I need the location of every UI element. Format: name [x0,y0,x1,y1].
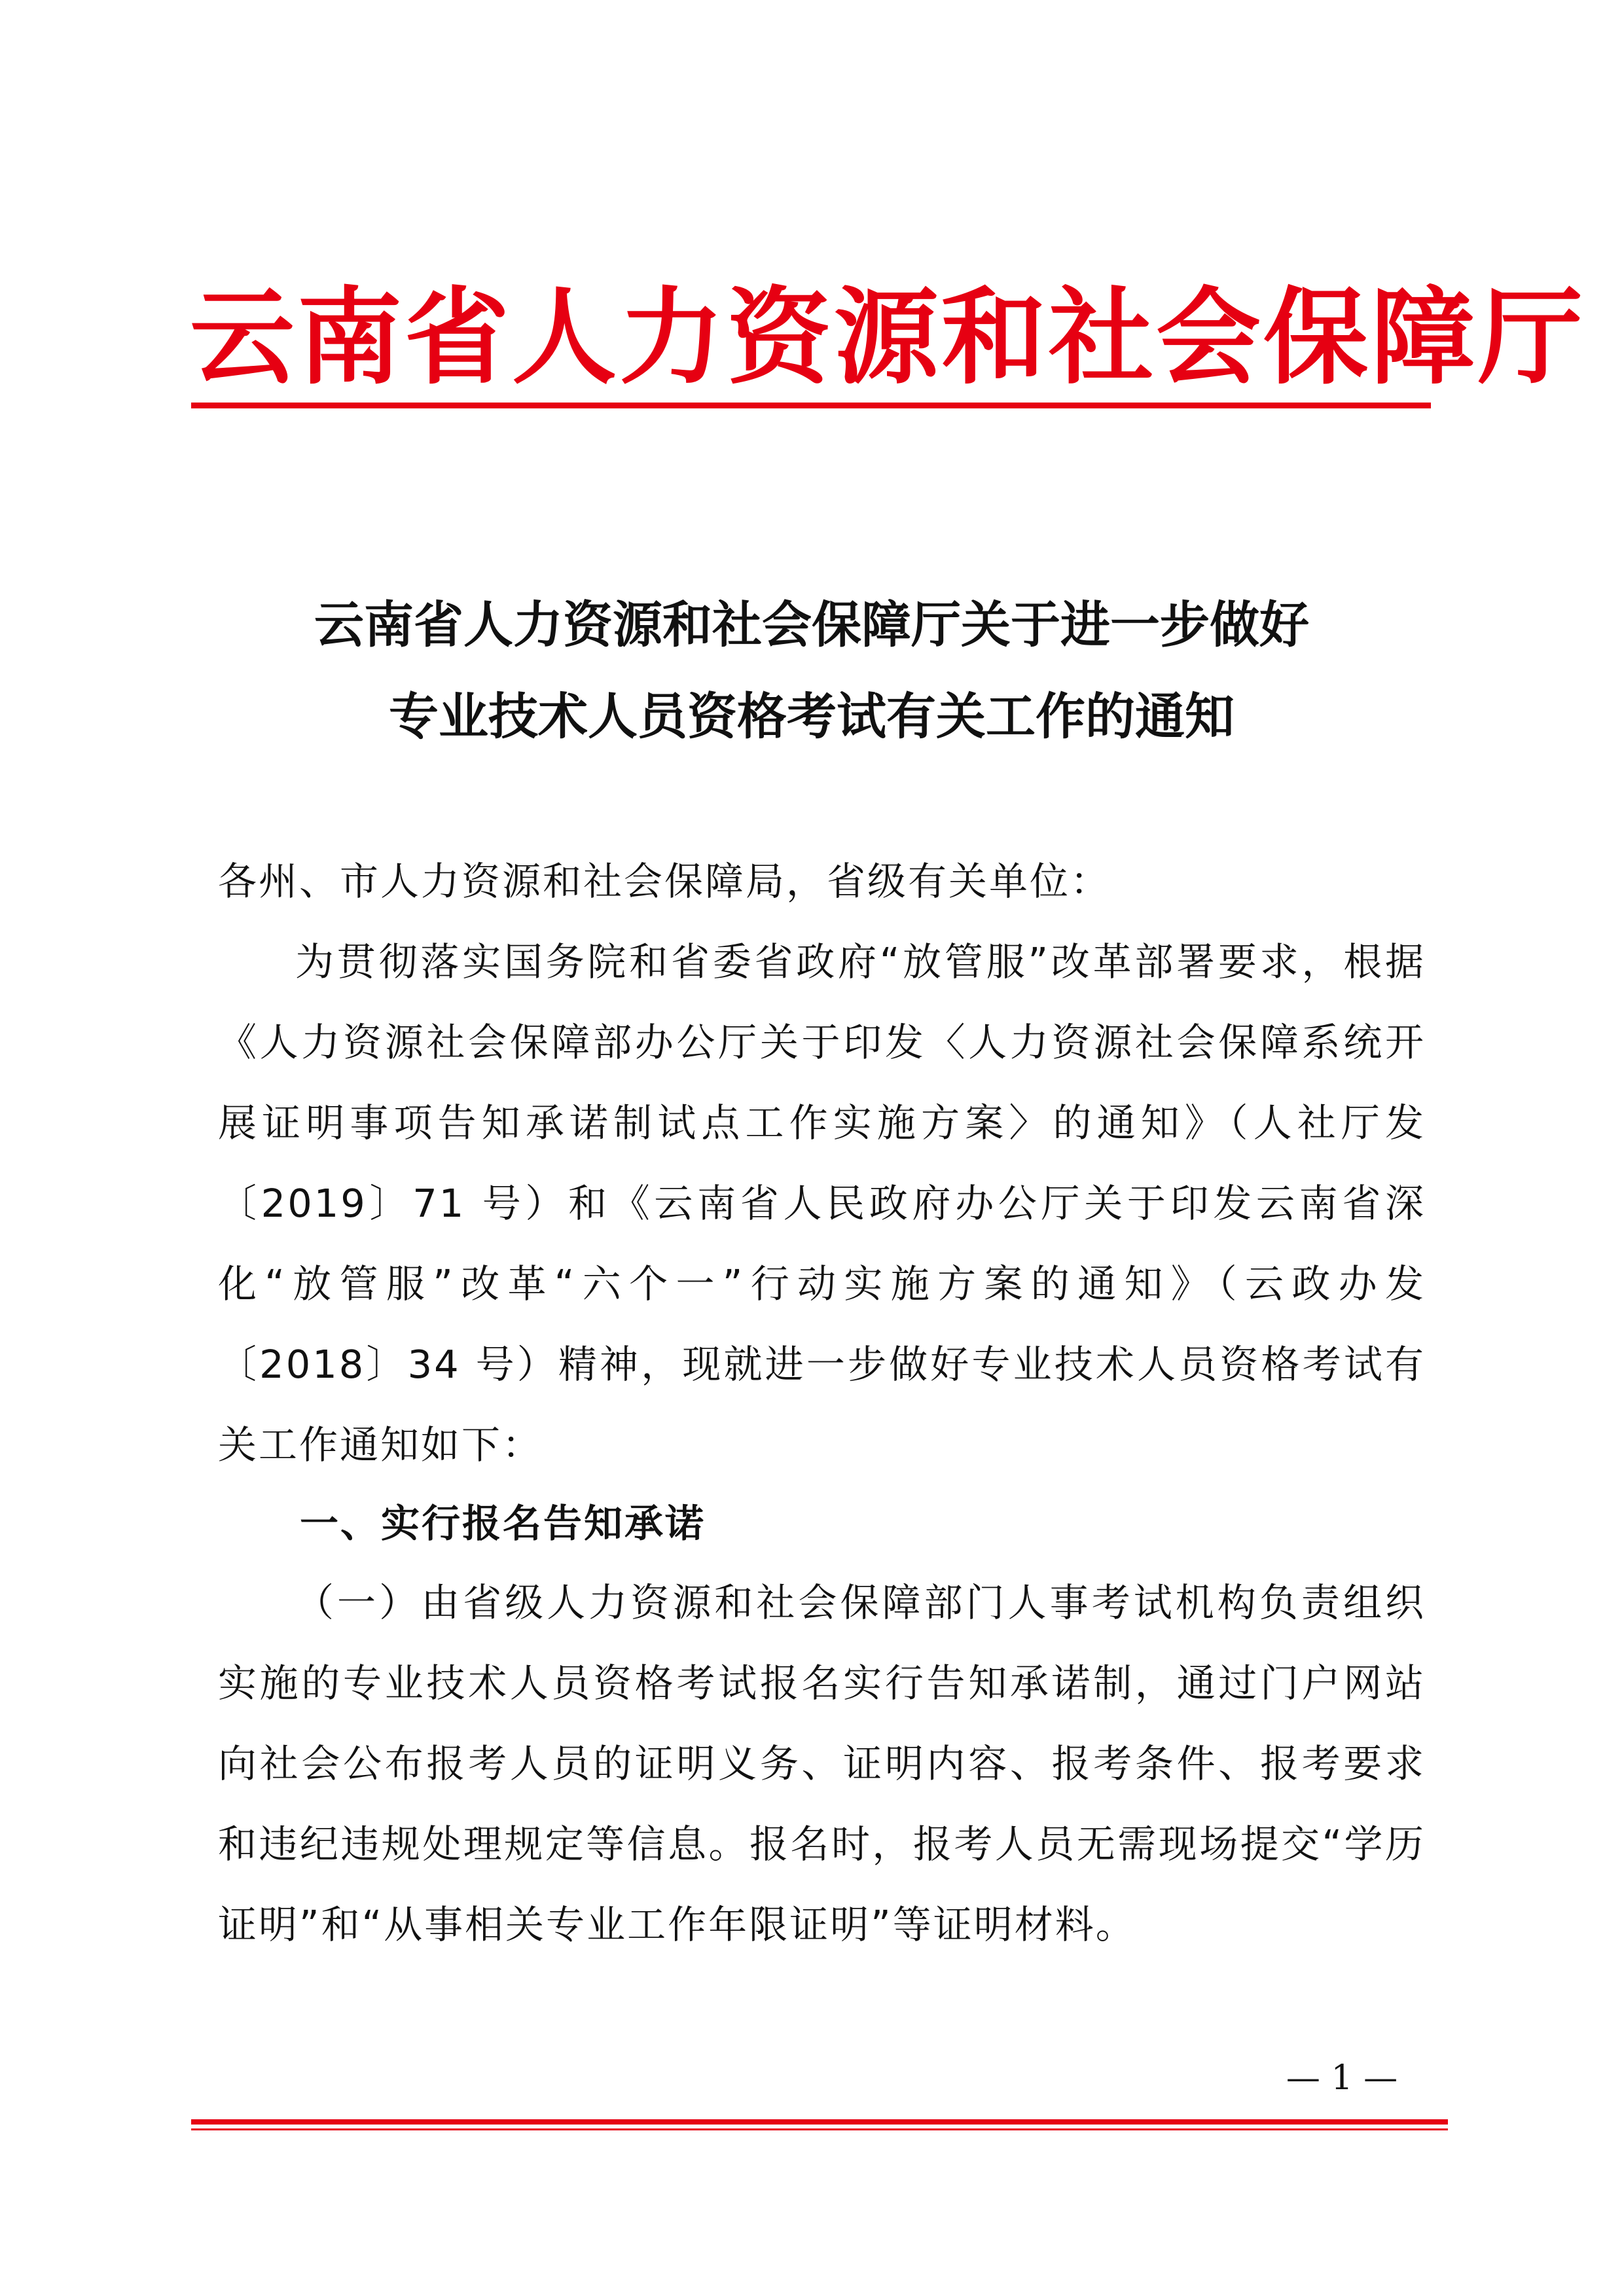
document-body [218,841,1426,1965]
footer-red-rule-thin [191,2128,1448,2130]
footer-red-rule-thick [191,2119,1448,2125]
intro-paragraph: 为贯彻落实国务院和省委省政府“放管服”改革部署要求，根据《人力资源社会保障部办公厅关于印发〈人力资源社会保障系统开展证明事项告知承诺制试点工作实施方案〉的通知》（人社厅发〔2019〕71 号）和《云南省人民政府办公厅关于印发云南省深化“放管服”改革“六个一”行动实施方案的通知》（云政办发〔2018〕34 号）精神，现就进一步做好专业技术人员资格考试有关工作通知如下： [218,939,1426,1467]
document-title-line-1: 云南省人力资源和社会保障厅关于进一步做好 [314,596,1309,654]
letterhead-red-rule [191,403,1431,408]
page-number: — 1 — [1286,2058,1398,2098]
letterhead-org-name: 云南省人力资源和社会保障厅 [190,276,1586,399]
document-title-line-2: 专业技术人员资格考试有关工作的通知 [389,687,1235,745]
section-1-item-1-paragraph: （一）由省级人力资源和社会保障部门人事考试机构负责组织实施的专业技术人员资格考试报名实行告知承诺制，通过门户网站向社会公布报考人员的证明义务、证明内容、报考条件、报考要求和违纪违规处理规定等信息。报名时，报考人员无需现场提交“学历证明”和“从事相关专业工作年限证明”等证明材料。 [218,1580,1426,1947]
section-1-heading: 一、实行报名告知承诺 [300,1501,706,1546]
document-title [190,579,1434,762]
salutation: 各州、市人力资源和社会保障局，省级有关单位： [218,859,1111,904]
